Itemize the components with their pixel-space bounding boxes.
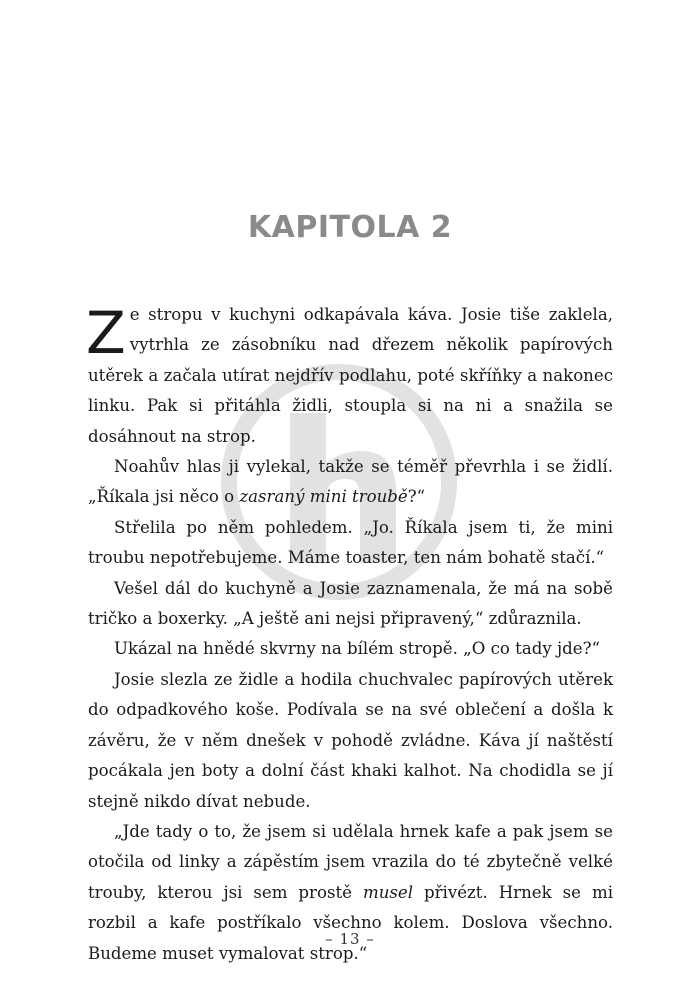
paragraph-1-text: e stropu v kuchyni odkapávala káva. Josie tiše zaklela, vytrhla ze zásobníku nad dřezem několik papírových utěrek a začala utírat nejdřív podlahu, poté skříňky a nakonec linku. Pak si přitáhla židli, stoupla si na ni a snažila se dosáhnout na strop. — [88, 305, 613, 446]
paragraph-5: Ukázal na hnědé skvrny na bílém stropě. „O co tady jde?“ — [114, 639, 600, 659]
paragraph-3: Střelila po něm pohledem. „Jo. Říkala jsem ti, že mini troubu nepotřebujeme. Máme toaster, ten nám bohatě stačí.“ — [88, 517, 613, 568]
paragraph-7-text-b: přivézt. Hrnek se mi rozbil a kafe postříkalo všechno kolem. Doslova všechno. Budeme muset vymalovat strop.“ — [88, 882, 613, 963]
paragraph-2-text-a: Noahův hlas ji vylekal, takže se téměř převrhla i se židlí. „Říkala jsi něco o — [88, 457, 613, 507]
paragraph-2-text-b: ?“ — [407, 487, 426, 507]
paragraph-6: Josie slezla ze židle a hodila chuchvalec papírových utěrek do odpadkového koše. Podívala se na své oblečení a došla k závěru, že v něm dnešek v pohodě zvládne. Káva jí naštěstí pocákala jen boty a dolní část khaki kalhot. Na chodidla se jí stejně nikdo dívat nebude. — [88, 669, 613, 811]
paragraph-4: Vešel dál do kuchyně a Josie zaznamenala, že má na sobě tričko a boxerky. „A ještě ani nejsi připravený,“ zdůraznila. — [88, 578, 613, 629]
paragraph-7-emphasis: musel — [362, 882, 414, 902]
drop-cap: Z — [86, 299, 126, 367]
paragraph-2 — [88, 452, 613, 513]
page-number: – 13 – — [325, 930, 375, 948]
paragraph-2-emphasis: zasraný mini troubě — [239, 487, 408, 507]
paragraph-7-text-a: „Jde tady o to, že jsem si udělala hrnek kafe a pak jsem se otočila od linky a zápěstím jsem vrazila do té zbytečně velké trouby, kterou jsi sem prostě — [88, 821, 613, 902]
chapter-body — [88, 300, 613, 969]
chapter-title: KAPITOLA 2 — [247, 210, 453, 245]
paragraph-1 — [88, 300, 613, 452]
